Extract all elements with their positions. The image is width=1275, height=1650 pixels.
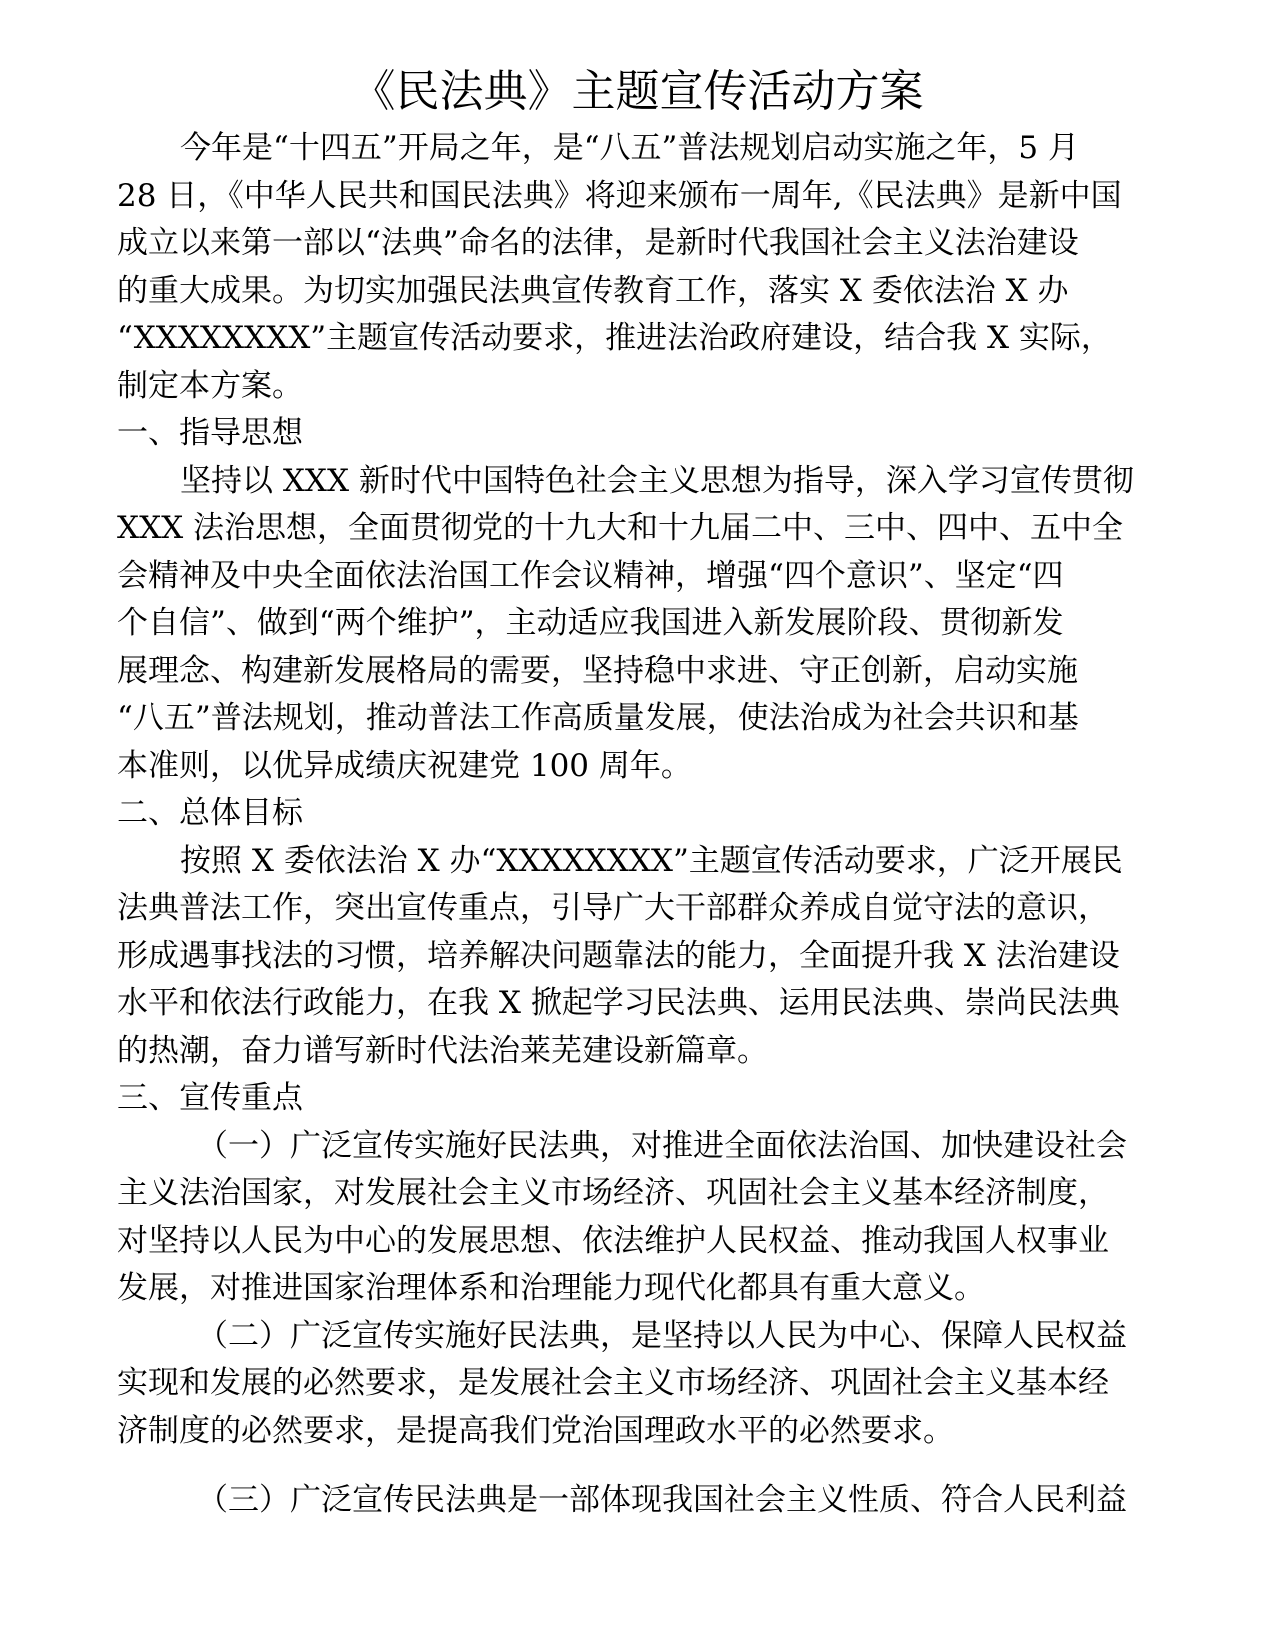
text-line: 本准则，以优异成绩庆祝建党 100 周年。 xyxy=(117,747,692,784)
text-line: “八五”普法规划，推动普法工作高质量发展，使法治成为社会共识和基 xyxy=(117,700,1079,736)
text-line: 形成遇事找法的习惯，培养解决问题靠法的能力，全面提升我 X 法治建设 xyxy=(117,937,1120,974)
publicity-focus-item-2 xyxy=(117,1313,1197,1456)
section-heading-overall-goal: 二、总体目标 xyxy=(117,795,303,831)
section-heading-publicity-focus: 三、宣传重点 xyxy=(117,1080,303,1116)
text-line: 成立以来第一部以“法典”命名的法律，是新时代我国社会主义法治建设 xyxy=(117,225,1079,261)
text-line: 济制度的必然要求，是提高我们党治国理政水平的必然要求。 xyxy=(117,1412,954,1449)
publicity-focus-item-1 xyxy=(117,1123,1197,1313)
text-line: 发展，对推进国家治理体系和治理能力现代化都具有重大意义。 xyxy=(117,1270,985,1306)
publicity-focus-item-3 xyxy=(117,1477,1197,1525)
text-line: （三）广泛宣传民法典是一部体现我国社会主义性质、符合人民利益 xyxy=(197,1482,1127,1518)
text-line: 的热潮，奋力谱写新时代法治莱芜建设新篇章。 xyxy=(117,1032,768,1069)
intro-paragraph xyxy=(117,125,1197,410)
text-line: 实现和发展的必然要求，是发展社会主义市场经济、巩固社会主义基本经 xyxy=(117,1365,1109,1401)
text-line: 个自信”、做到“两个维护”，主动适应我国进入新发展阶段、贯彻新发 xyxy=(117,605,1064,641)
document-body xyxy=(117,125,1197,1525)
text-line: 对坚持以人民为中心的发展思想、依法维护人民权益、推动我国人权事业 xyxy=(117,1222,1109,1259)
overall-goal-paragraph xyxy=(117,838,1197,1076)
text-line: （二）广泛宣传实施好民法典，是坚持以人民为中心、保障人民权益 xyxy=(197,1317,1127,1354)
text-line: 制定本方案。 xyxy=(117,367,303,404)
text-line: 展理念、构建新发展格局的需要，坚持稳中求进、守正创新，启动实施 xyxy=(117,652,1078,689)
guiding-ideology-paragraph xyxy=(117,458,1197,791)
text-line: 法典普法工作，突出宣传重点，引导广大干部群众养成自觉守法的意识， xyxy=(117,890,1109,926)
text-line: 水平和依法行政能力，在我 X 掀起学习民法典、运用民法典、崇尚民法典 xyxy=(117,985,1120,1021)
paragraph-gap xyxy=(117,1455,1197,1477)
text-line: 主义法治国家，对发展社会主义市场经济、巩固社会主义基本经济制度， xyxy=(117,1175,1109,1211)
text-line: XXX 法治思想，全面贯彻党的十九大和十九届二中、三中、四中、五中全 xyxy=(117,510,1124,546)
text-line: 今年是“十四五”开局之年，是“八五”普法规划启动实施之年，5 月 xyxy=(180,130,1079,166)
text-line: 28 日，《中华人民共和国民法典》将迎来颁布一周年,《民法典》是新中国 xyxy=(117,177,1122,214)
section-heading-guiding-ideology: 一、指导思想 xyxy=(117,415,303,451)
text-line: 按照 X 委依法治 X 办“XXXXXXXX”主题宣传活动要求，广泛开展民 xyxy=(180,842,1123,879)
text-line: （一）广泛宣传实施好民法典，对推进全面依法治国、加快建设社会 xyxy=(197,1127,1127,1164)
text-line: 坚持以 XXX 新时代中国特色社会主义思想为指导，深入学习宣传贯彻 xyxy=(180,462,1134,499)
text-line: 会精神及中央全面依法治国工作会议精神，增强“四个意识”、坚定“四 xyxy=(117,557,1064,594)
text-line: “XXXXXXXX”主题宣传活动要求，推进法治政府建设，结合我 X 实际， xyxy=(117,320,1112,356)
text-line: 的重大成果。为切实加强民法典宣传教育工作，落实 X 委依法治 X 办 xyxy=(117,272,1069,309)
document-title: 《民法典》主题宣传活动方案 xyxy=(351,66,924,117)
